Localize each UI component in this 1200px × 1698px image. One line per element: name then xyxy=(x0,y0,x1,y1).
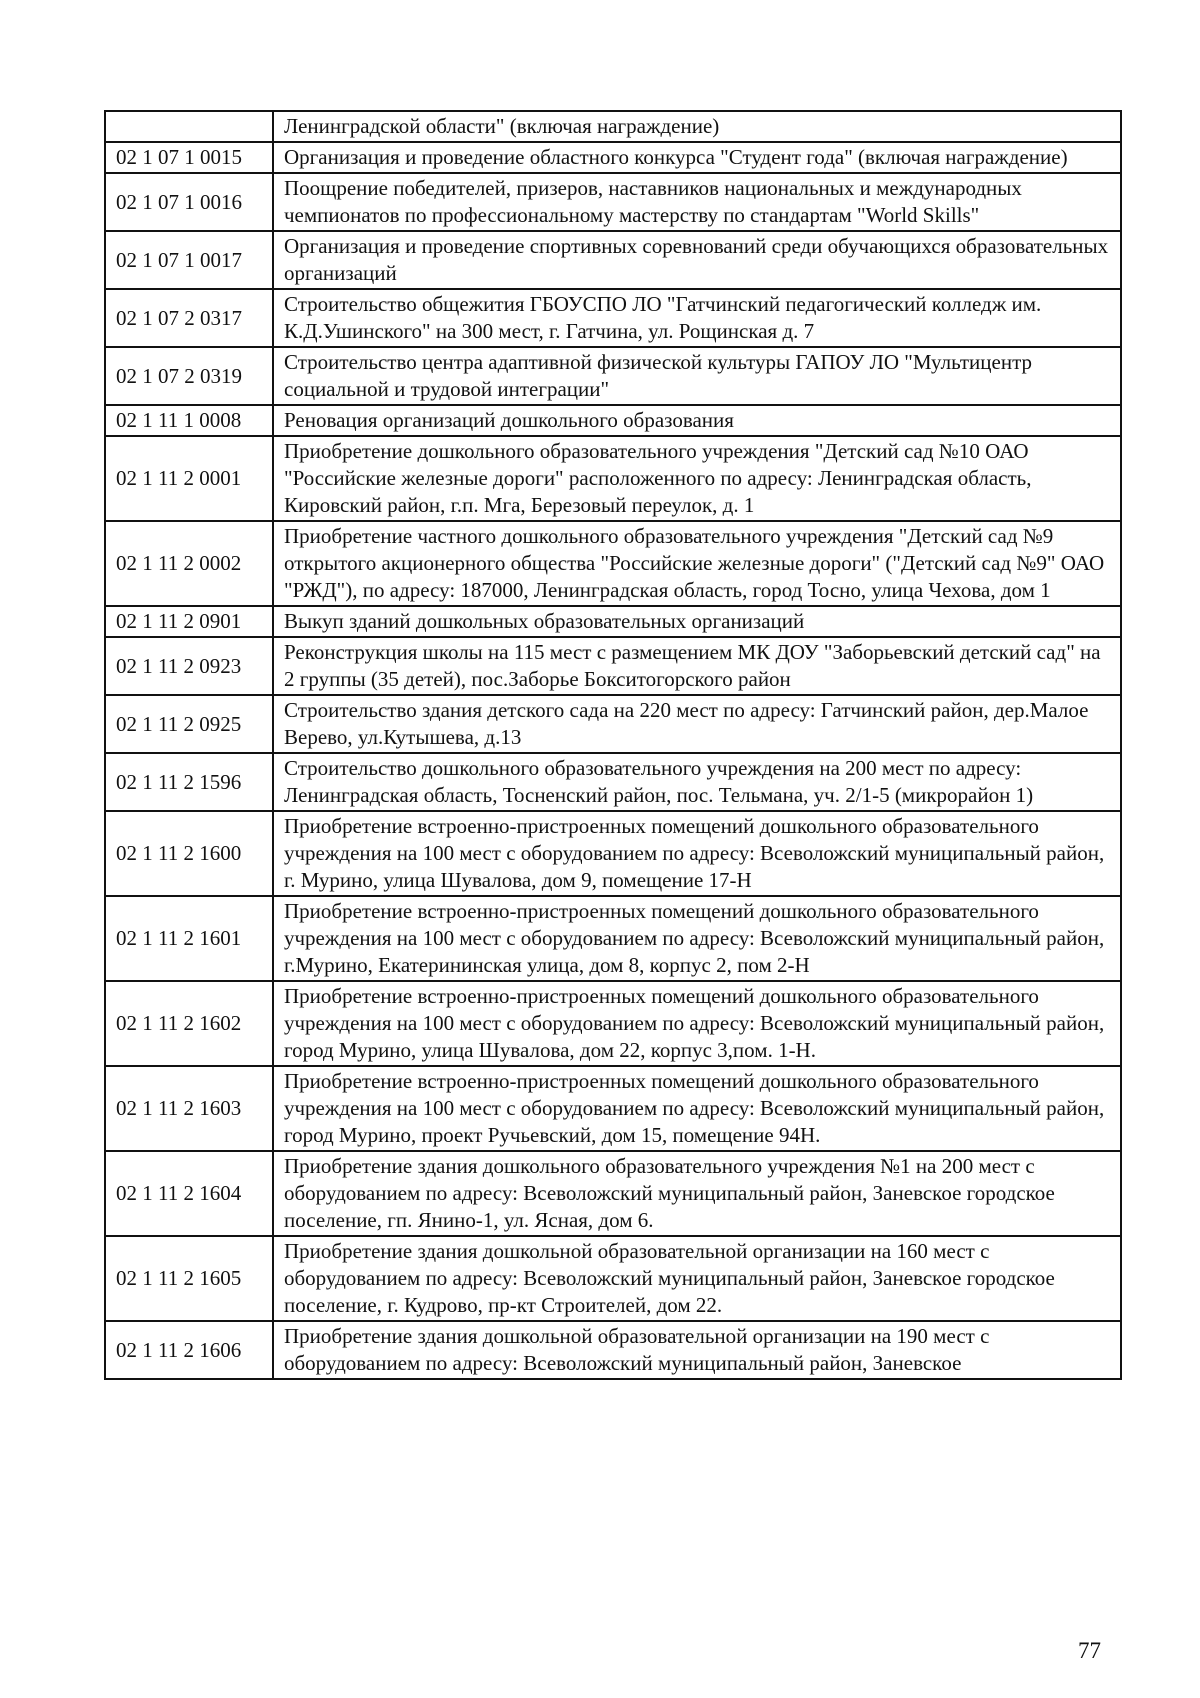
row-code: 02 1 11 2 1603 xyxy=(105,1066,273,1151)
row-description: Строительство здания детского сада на 220 мест по адресу: Гатчинский район, дер.Малое Верево, ул.Кутышева, д.13 xyxy=(273,695,1121,753)
row-description: Приобретение здания дошкольной образовательной организации на 160 мест с оборудованием по адресу: Всеволожский муниципальный район, Заневское городское поселение, г. Кудрово, пр-кт Строителей, дом 22. xyxy=(273,1236,1121,1321)
row-code: 02 1 11 2 1600 xyxy=(105,811,273,896)
page-number: 77 xyxy=(1078,1638,1101,1663)
row-description: Приобретение встроенно-пристроенных помещений дошкольного образовательного учреждения на 100 мест с оборудованием по адресу: Всеволожский муниципальный район, г.Мурино, Екатерининская улица, дом 8, корпус 2, пом 2-Н xyxy=(273,896,1121,981)
row-description: Приобретение здания дошкольного образовательного учреждения №1 на 200 мест с оборудованием по адресу: Всеволожский муниципальный район, Заневское городское поселение, гп. Янино-1, ул. Ясная, дом 6. xyxy=(273,1151,1121,1236)
row-code: 02 1 11 2 0923 xyxy=(105,637,273,695)
table-row xyxy=(105,1321,1121,1379)
table-row xyxy=(105,1066,1121,1151)
row-description: Реновация организаций дошкольного образования xyxy=(273,405,1121,436)
row-code: 02 1 07 2 0317 xyxy=(105,289,273,347)
row-code xyxy=(105,111,273,142)
table-row xyxy=(105,753,1121,811)
table-row xyxy=(105,142,1121,173)
table-row xyxy=(105,521,1121,606)
row-description: Строительство общежития ГБОУСПО ЛО "Гатчинский педагогический колледж им. К.Д.Ушинского" на 300 мест, г. Гатчина, ул. Рощинская д. 7 xyxy=(273,289,1121,347)
row-code: 02 1 11 2 0925 xyxy=(105,695,273,753)
row-description: Организация и проведение спортивных соревнований среди обучающихся образовательных организаций xyxy=(273,231,1121,289)
row-code: 02 1 11 2 1604 xyxy=(105,1151,273,1236)
budget-code-table xyxy=(104,110,1122,1380)
table-row xyxy=(105,289,1121,347)
row-description: Выкуп зданий дошкольных образовательных организаций xyxy=(273,606,1121,637)
row-description: Приобретение здания дошкольной образовательной организации на 190 мест с оборудованием по адресу: Всеволожский муниципальный район, Заневское xyxy=(273,1321,1121,1379)
row-code: 02 1 07 2 0319 xyxy=(105,347,273,405)
row-description: Строительство дошкольного образовательного учреждения на 200 мест по адресу: Ленинградская область, Тосненский район, пос. Тельмана, уч. 2/1-5 (микрорайон 1) xyxy=(273,753,1121,811)
table-row xyxy=(105,1151,1121,1236)
row-code: 02 1 07 1 0017 xyxy=(105,231,273,289)
table-row xyxy=(105,606,1121,637)
table-row xyxy=(105,695,1121,753)
table-row xyxy=(105,1236,1121,1321)
row-code: 02 1 07 1 0015 xyxy=(105,142,273,173)
row-description: Ленинградской области" (включая награждение) xyxy=(273,111,1121,142)
table-row xyxy=(105,637,1121,695)
row-code: 02 1 07 1 0016 xyxy=(105,173,273,231)
row-code: 02 1 11 2 1601 xyxy=(105,896,273,981)
row-code: 02 1 11 1 0008 xyxy=(105,405,273,436)
row-code: 02 1 11 2 1602 xyxy=(105,981,273,1066)
table-row xyxy=(105,981,1121,1066)
row-description: Приобретение встроенно-пристроенных помещений дошкольного образовательного учреждения на 100 мест с оборудованием по адресу: Всеволожский муниципальный район, город Мурино, проект Ручьевский, дом 15, помещение 94Н. xyxy=(273,1066,1121,1151)
row-description: Строительство центра адаптивной физической культуры ГАПОУ ЛО "Мультицентр социальной и трудовой интеграции" xyxy=(273,347,1121,405)
row-code: 02 1 11 2 1605 xyxy=(105,1236,273,1321)
row-code: 02 1 11 2 0901 xyxy=(105,606,273,637)
row-description: Приобретение встроенно-пристроенных помещений дошкольного образовательного учреждения на 100 мест с оборудованием по адресу: Всеволожский муниципальный район, г. Мурино, улица Шувалова, дом 9, помещение 17-Н xyxy=(273,811,1121,896)
row-description: Организация и проведение областного конкурса "Студент года" (включая награждение) xyxy=(273,142,1121,173)
row-code: 02 1 11 2 0002 xyxy=(105,521,273,606)
row-code: 02 1 11 2 0001 xyxy=(105,436,273,521)
row-description: Приобретение частного дошкольного образовательного учреждения "Детский сад №9 открытого акционерного общества "Российские железные дороги" ("Детский сад №9" ОАО "РЖД"), по адресу: 187000, Ленинградская область, город Тосно, улица Чехова, дом 1 xyxy=(273,521,1121,606)
row-description: Приобретение дошкольного образовательного учреждения "Детский сад №10 ОАО "Российские железные дороги" расположенного по адресу: Ленинградская область, Кировский район, г.п. Мга, Березовый переулок, д. 1 xyxy=(273,436,1121,521)
row-description: Поощрение победителей, призеров, наставников национальных и международных чемпионатов по профессиональному мастерству по стандартам "World Skills" xyxy=(273,173,1121,231)
table-row xyxy=(105,231,1121,289)
table-row xyxy=(105,173,1121,231)
row-code: 02 1 11 2 1606 xyxy=(105,1321,273,1379)
table-row xyxy=(105,896,1121,981)
table-row xyxy=(105,811,1121,896)
table-row xyxy=(105,347,1121,405)
table-row xyxy=(105,436,1121,521)
row-description: Реконструкция школы на 115 мест с размещением МК ДОУ "Заборьевский детский сад" на 2 группы (35 детей), пос.Заборье Бокситогорского район xyxy=(273,637,1121,695)
row-description: Приобретение встроенно-пристроенных помещений дошкольного образовательного учреждения на 100 мест с оборудованием по адресу: Всеволожский муниципальный район, город Мурино, улица Шувалова, дом 22, корпус 3,пом. 1-Н. xyxy=(273,981,1121,1066)
table-row xyxy=(105,405,1121,436)
row-code: 02 1 11 2 1596 xyxy=(105,753,273,811)
table-row xyxy=(105,111,1121,142)
